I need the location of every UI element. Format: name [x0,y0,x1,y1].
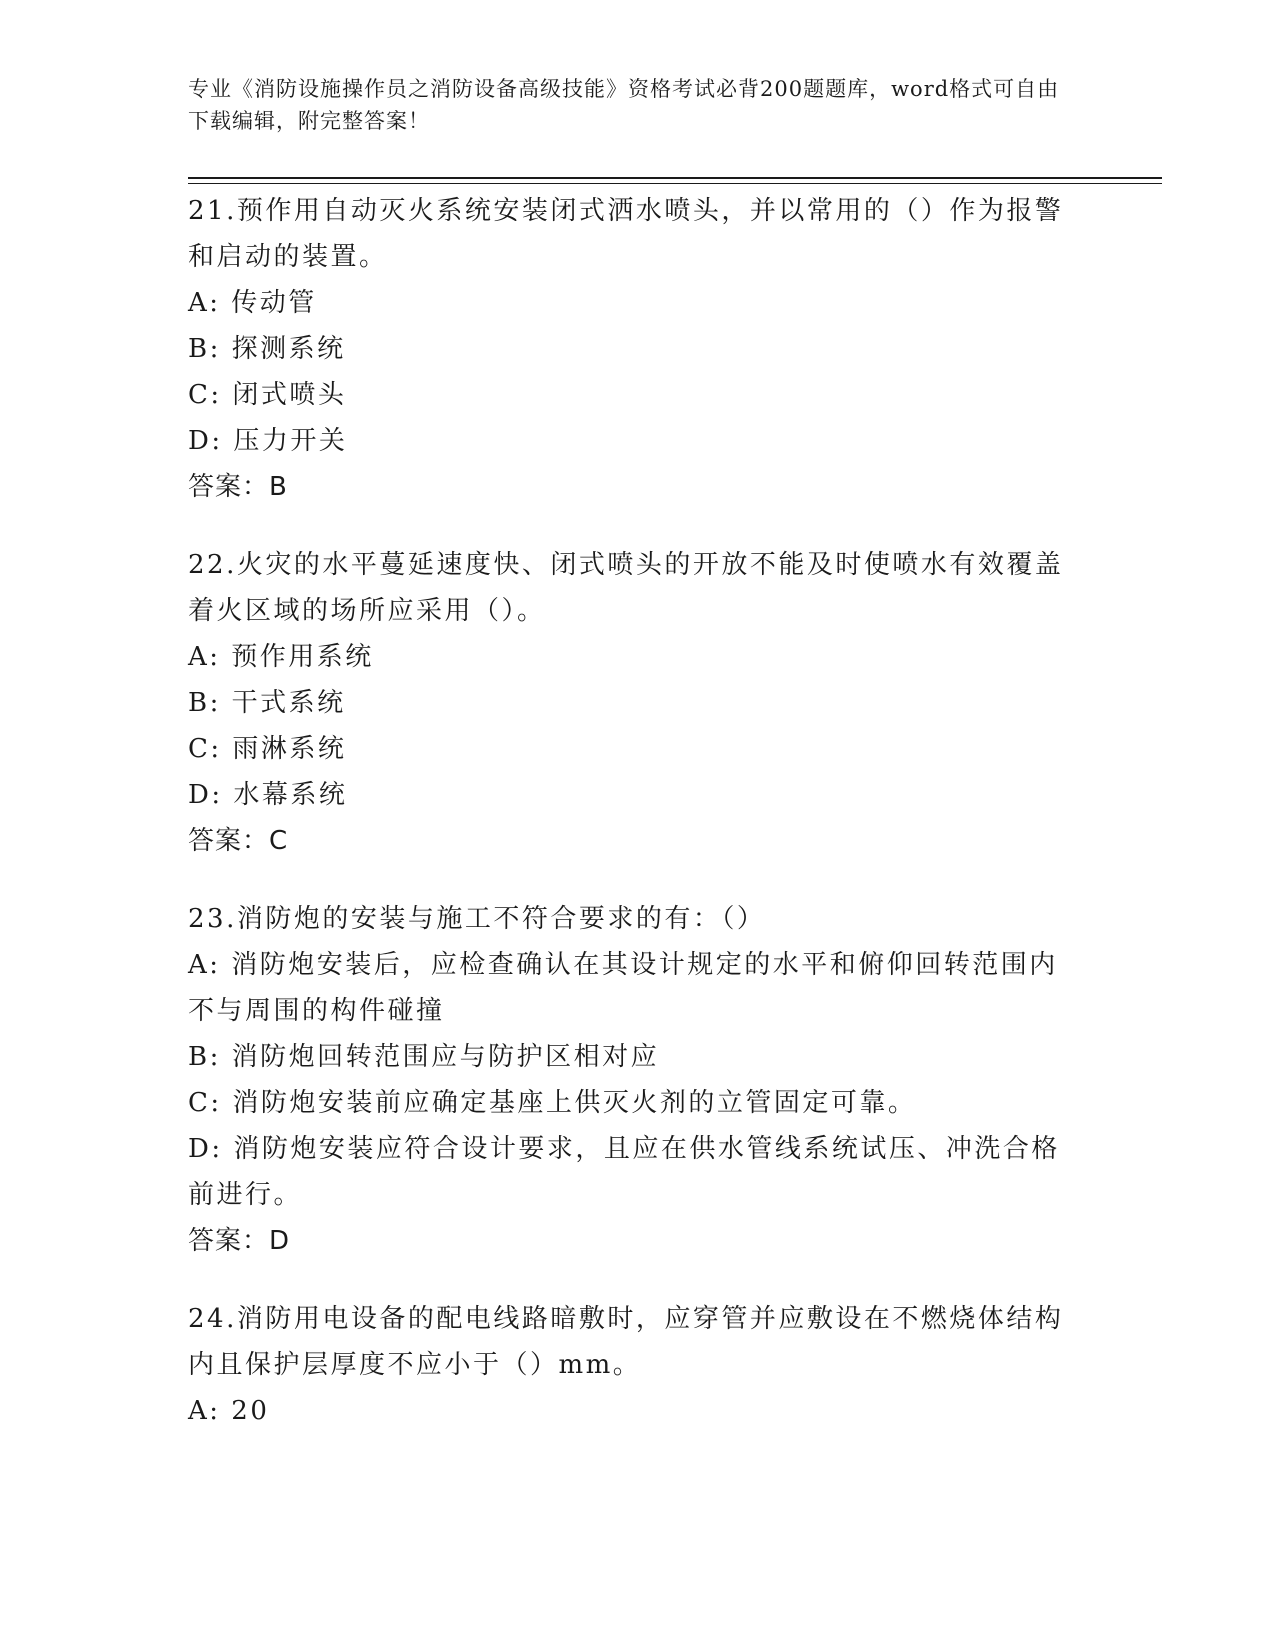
header-divider-thin [188,183,1162,184]
answer: 答案：C [188,826,289,856]
answer: 答案：D [188,1226,291,1256]
option-d: D: 消防炮安装应符合设计要求，且应在供水管线系统试压、冲洗合格前进行。 [188,1134,1060,1210]
question-22 [188,542,1083,864]
question-21 [188,188,1083,510]
option-a: A: 消防炮安装后，应检查确认在其设计规定的水平和俯仰回转范围内不与周围的构件碰撞 [188,950,1058,1026]
option-d: D: 水幕系统 [188,780,348,810]
question-stem: 22.火灾的水平蔓延速度快、闭式喷头的开放不能及时使喷水有效覆盖着火区域的场所应采用（）。 [188,550,1064,626]
question-stem: 23.消防炮的安装与施工不符合要求的有：（） [188,904,766,934]
option-b: B: 探测系统 [188,334,346,364]
question-24 [188,1296,1083,1434]
header-divider-thick [188,177,1162,179]
option-c: C: 闭式喷头 [188,380,347,410]
option-c: C: 雨淋系统 [188,734,347,764]
document-header: 专业《消防设施操作员之消防设备高级技能》资格考试必背200题题库，word格式可自由下载编辑，附完整答案！ [188,77,1060,133]
option-a: A: 20 [188,1396,270,1426]
option-a: A: 预作用系统 [188,642,374,672]
question-stem: 21.预作用自动灭火系统安装闭式洒水喷头，并以常用的（）作为报警和启动的装置。 [188,196,1064,272]
question-23 [188,896,1083,1264]
option-a: A: 传动管 [188,288,317,318]
answer: 答案：B [188,472,288,502]
question-list [188,188,1083,1466]
option-b: B: 干式系统 [188,688,346,718]
option-d: D: 压力开关 [188,426,348,456]
question-stem: 24.消防用电设备的配电线路暗敷时，应穿管并应敷设在不燃烧体结构内且保护层厚度不应小于（）mm。 [188,1304,1064,1380]
option-b: B: 消防炮回转范围应与防护区相对应 [188,1042,660,1072]
option-c: C: 消防炮安装前应确定基座上供灭火剂的立管固定可靠。 [188,1088,917,1118]
